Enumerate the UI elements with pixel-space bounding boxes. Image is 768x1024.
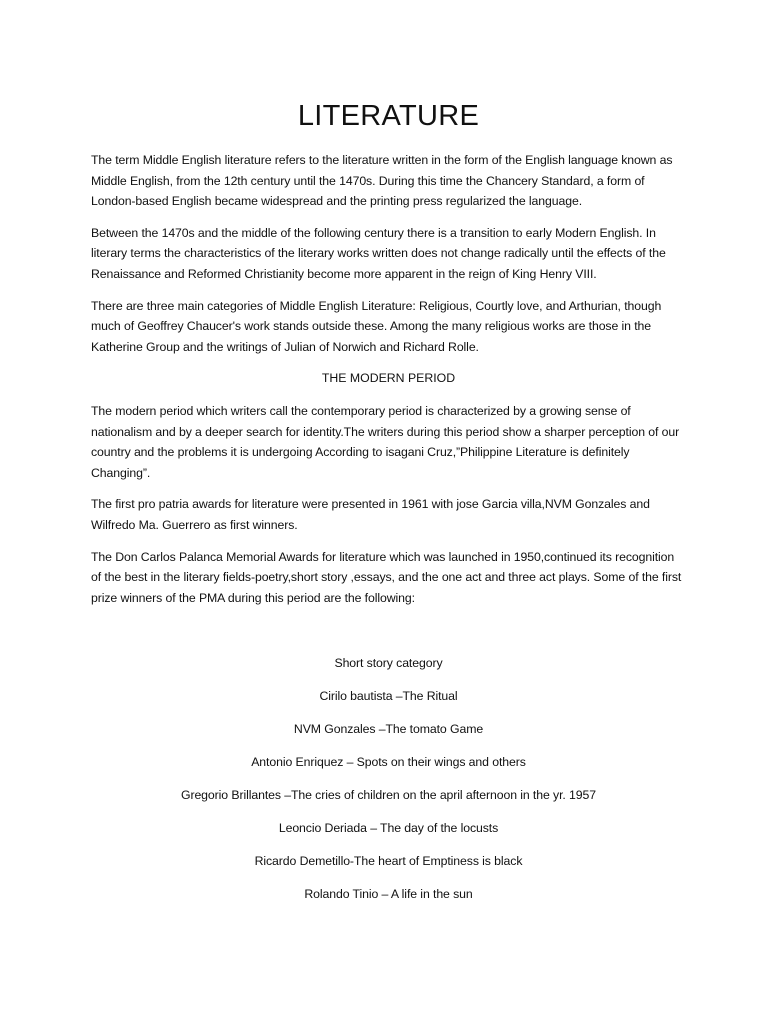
paragraph-middle-english-categories: There are three main categories of Middle English Literature: Religious, Courtly love, and Arthurian, though much of Geoffrey Chaucer's work stands outside these. Among the many religious works are those in the Katherine Group and the writings of Julian of Norwich and Richard Rolle. <box>91 298 662 354</box>
paragraph-pro-patria-awards: The first pro patria awards for literature were presented in 1961 with jose Garcia villa,NVM Gonzales and Wilfredo Ma. Guerrero as first winners. <box>91 497 650 532</box>
paragraph-palanca-awards: The Don Carlos Palanca Memorial Awards for literature which was launched in 1950,continued its recognition of the best in the literary fields-poetry,short story ,essays, and the one act and three act plays. Some of the first prize winners of the PMA during this period are the following: <box>91 549 682 605</box>
paragraph-transition-modern-english: Between the 1470s and the middle of the following century there is a transition to early Modern English. In literary terms the characteristics of the literary works written does not change radically until the effects of the Renaissance and Reformed Christianity become more apparent in the reign of King Henry VIII. <box>91 225 666 281</box>
list-item: NVM Gonzales –The tomato Game <box>293 722 484 737</box>
list-item: Gregorio Brillantes –The cries of children on the april afternoon in the yr. 1957 <box>180 788 596 803</box>
paragraph-middle-english-definition: The term Middle English literature refers to the literature written in the form of the English language known as Middle English, from the 12th century until the 1470s. During this time the Chancery Standard, a form of London-based English became widespread and the printing press regularized the language. <box>91 153 673 209</box>
list-item: Ricardo Demetillo-The heart of Emptiness is black <box>254 854 523 869</box>
category-heading: Short story category <box>334 656 443 671</box>
list-item: Rolando Tinio – A life in the sun <box>304 887 473 902</box>
list-item: Cirilo bautista –The Ritual <box>319 689 458 704</box>
page-title: LITERATURE <box>297 100 480 132</box>
section-heading-modern-period: THE MODERN PERIOD <box>321 371 456 386</box>
list-item: Leoncio Deriada – The day of the locusts <box>278 821 499 836</box>
paragraph-modern-period: The modern period which writers call the contemporary period is characterized by a growing sense of nationalism and by a deeper search for identity.The writers during this period show a sharper perception of our country and the problems it is undergoing According to isagani Cruz,”Philippine Literature is definitely Changing”. <box>91 403 680 480</box>
list-item: Antonio Enriquez – Spots on their wings and others <box>251 755 526 770</box>
winners-list <box>91 653 686 904</box>
